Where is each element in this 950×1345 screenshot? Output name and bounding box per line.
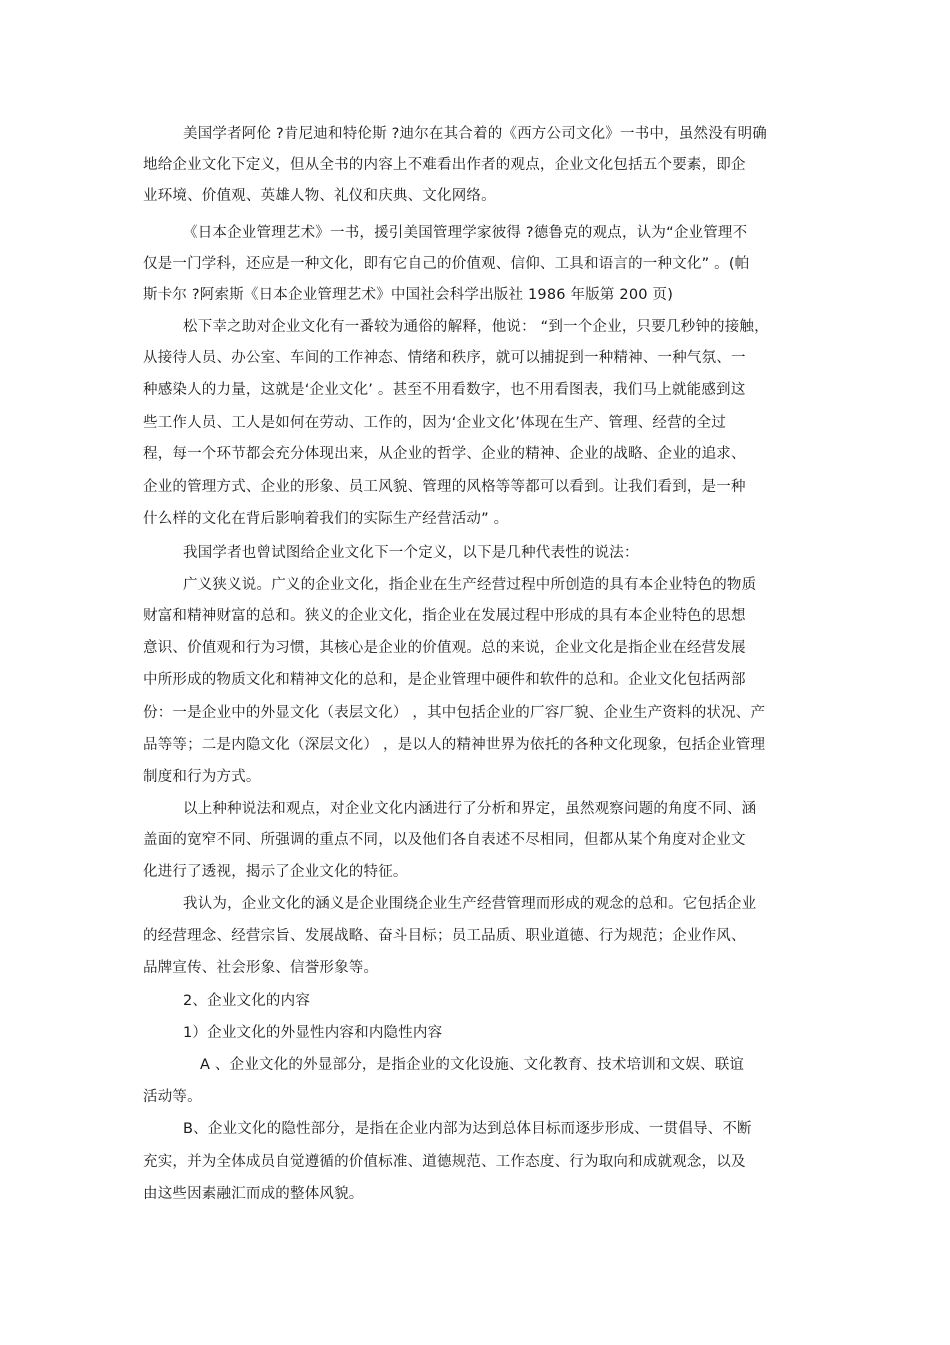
text-line: B、企业文化的隐性部分，是指在企业内部为达到总体目标而逐步形成、一贯倡导、不断 <box>183 1121 752 1137</box>
text-line: 财富和精神财富的总和。狭义的企业文化，指企业在发展过程中形成的具有本企业特色的思想 <box>143 608 746 624</box>
text-line: 意识、价值观和行为习惯，其核心是企业的价值观。总的来说，企业文化是指企业在经营发展 <box>143 640 746 656</box>
text-line: 美国学者阿伦 ?肯尼迪和特伦斯 ?迪尔在其合着的《西方公司文化》一书中，虽然没有明确 <box>183 126 768 142</box>
text-line: 我认为，企业文化的涵义是企业围绕企业生产经营管理而形成的观念的总和。它包括企业 <box>183 896 757 912</box>
text-line: 盖面的宽窄不同、所强调的重点不同，以及他们各自表述不尽相同，但都从某个角度对企业文 <box>143 832 746 848</box>
text-line: 松下幸之助对企业文化有一番较为通俗的解释，他说： “到一个企业，只要几秒钟的接触， <box>183 319 769 335</box>
text-line: 地给企业文化下定义，但从全书的内容上不难看出作者的观点，企业文化包括五个要素，即企 <box>143 157 746 173</box>
text-line: 种感染人的力量，这就是‘企业文化’ 。甚至不用看数字，也不用看图表，我们马上就能感到这 <box>143 382 746 398</box>
text-line: 制度和行为方式。 <box>143 769 261 785</box>
text-line: 以上种种说法和观点，对企业文化内涵进行了分析和界定，虽然观察问题的角度不同、涵 <box>183 801 757 817</box>
text-line: 业环境、价值观、英雄人物、礼仪和庆典、文化网络。 <box>143 188 496 204</box>
text-line: 仅是一门学科，还应是一种文化，即有它自己的价值观、信仰、工具和语言的一种文化” 。(帕 <box>143 256 750 272</box>
text-line: 中所形成的物质文化和精神文化的总和，是企业管理中硬件和软件的总和。企业文化包括两部 <box>143 672 746 688</box>
text-line: 从接待人员、办公室、车间的工作神态、情绪和秩序，就可以捕捉到一种精神、一种气氛、一 <box>143 350 746 366</box>
subsection-heading: 1）企业文化的外显性内容和内隐性内容 <box>183 1025 443 1041</box>
text-line: 广义狭义说。广义的企业文化，指企业在生产经营过程中所创造的具有本企业特色的物质 <box>183 577 757 593</box>
text-line: 份：一是企业中的外显文化（表层文化） ，其中包括企业的厂容厂貌、企业生产资料的状况、产 <box>143 705 766 721</box>
text-line: 品等等；二是内隐文化（深层文化） ，是以人的精神世界为依托的各种文化现象，包括企业管理 <box>143 737 766 753</box>
text-line: 斯卡尔 ?阿索斯《日本企业管理艺术》中国社会科学出版社 1986 年版第 200 页) <box>143 287 674 303</box>
text-line: A 、企业文化的外显部分，是指企业的文化设施、文化教育、技术培训和文娱、联谊 <box>200 1057 745 1073</box>
text-line: 化进行了透视，揭示了企业文化的特征。 <box>143 864 408 880</box>
text-line: 由这些因素融汇而成的整体风貌。 <box>143 1186 364 1202</box>
text-line: 什么样的文化在背后影响着我们的实际生产经营活动” 。 <box>143 511 509 527</box>
text-line: 我国学者也曾试图给企业文化下一个定义，以下是几种代表性的说法： <box>183 545 639 561</box>
text-line: 的经营理念、经营宗旨、发展战略、奋斗目标；员工品质、职业道德、行为规范；企业作风、 <box>143 928 746 944</box>
text-line: 《日本企业管理艺术》一书，援引美国管理学家彼得 ?德鲁克的观点，认为“企业管理不 <box>183 225 748 241</box>
text-line: 品牌宣传、社会形象、信誉形象等。 <box>143 960 379 976</box>
text-line: 活动等。 <box>143 1089 202 1105</box>
section-heading: 2、企业文化的内容 <box>183 993 311 1009</box>
text-line: 企业的管理方式、企业的形象、员工风貌、管理的风格等等都可以看到。让我们看到，是一种 <box>143 479 746 495</box>
text-line: 充实，并为全体成员自觉遵循的价值标准、道德规范、工作态度、行为取向和成就观念，以及 <box>143 1154 746 1170</box>
text-line: 些工作人员、工人是如何在劳动、工作的，因为‘企业文化’体现在生产、管理、经营的全过 <box>143 415 726 431</box>
text-line: 程，每一个环节都会充分体现出来，从企业的哲学、企业的精神、企业的战略、企业的追求、 <box>143 446 746 462</box>
